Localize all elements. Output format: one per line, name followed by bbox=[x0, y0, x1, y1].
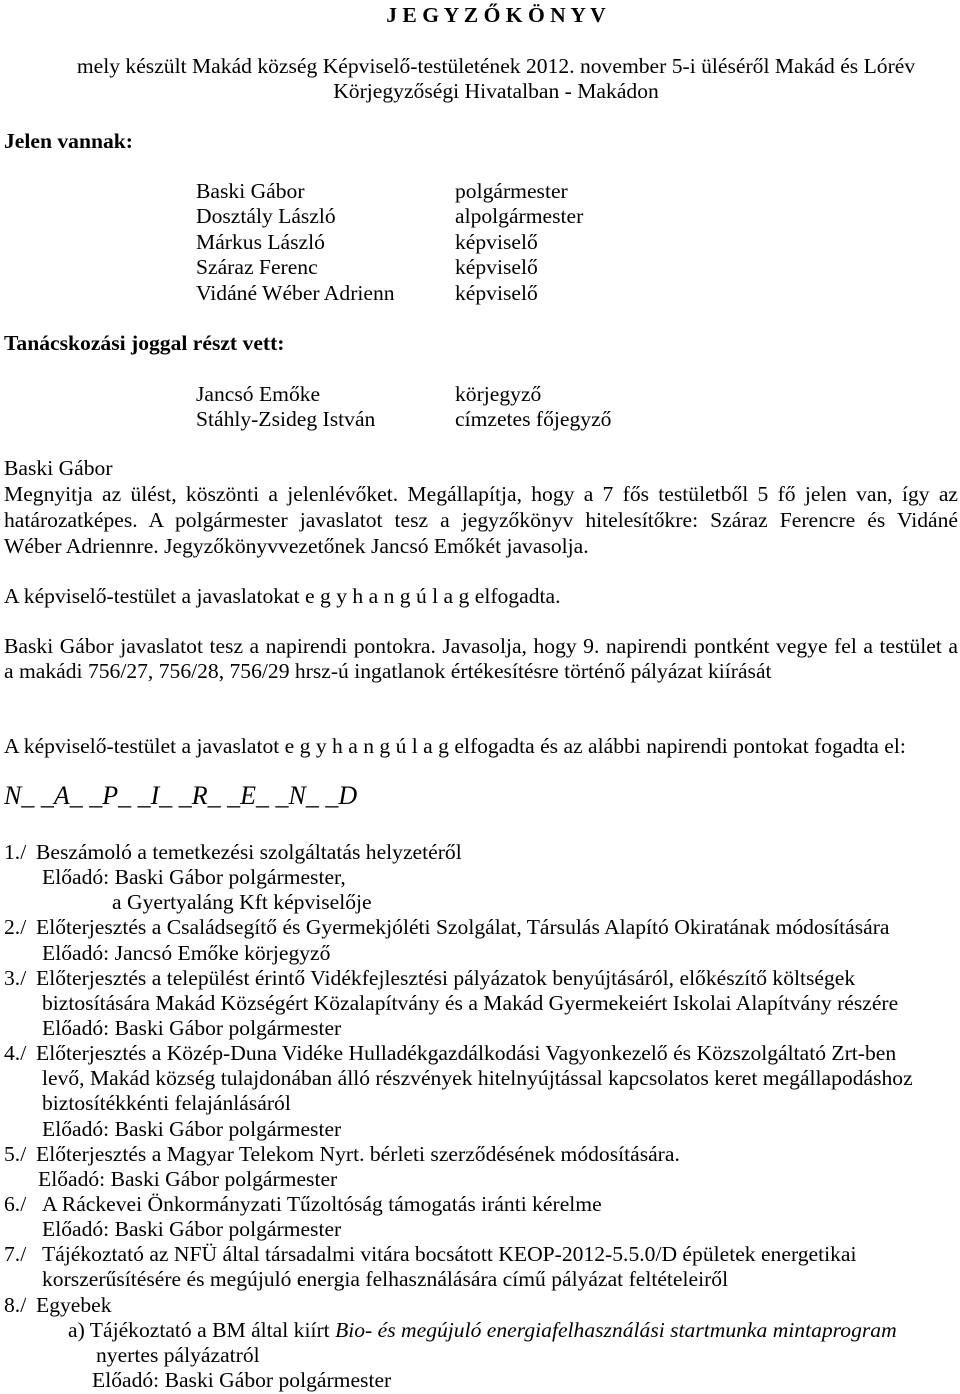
attendee-name: Dosztály László bbox=[196, 204, 336, 228]
agenda-item-continuation: biztosítására Makád Községért Közalapítvány és a Makád Gyermekeiért Iskolai Alapítvány részére bbox=[42, 990, 899, 1015]
agenda-item-text: Előterjesztés a Közép-Duna Vidéke Hulladékgazdálkodási Vagyonkezelő és Közszolgáltató Zrt-ben bbox=[36, 1041, 897, 1066]
agenda-item-text: Egyebek bbox=[36, 1292, 112, 1317]
agenda-subitem-label: a) bbox=[68, 1317, 85, 1342]
agenda-item-continuation: biztosítékkénti felajánlásáról bbox=[42, 1091, 291, 1116]
attendee-name: Száraz Ferenc bbox=[196, 255, 318, 279]
agenda-item-text: A Ráckevei Önkormányzati Tűzoltóság támogatás iránti kérelme bbox=[42, 1191, 602, 1216]
opening-paragraph bbox=[0, 481, 960, 559]
present-heading: Jelen vannak: bbox=[4, 128, 133, 153]
agenda-presenter: Előadó: Baski Gábor polgármester bbox=[42, 1116, 342, 1141]
paragraph-line: Megnyitja az ülést, köszönti a jelenlévőket. Megállapítja, hogy a 7 fős testületből 5 fő jelen van, így az bbox=[4, 482, 958, 506]
agenda-presenter: Előadó: Jancsó Emőke körjegyző bbox=[42, 940, 331, 965]
paragraph-line: Baski Gábor javaslatot tesz a napirendi pontokra. Javasolja, hogy 9. napirendi pontként vegye fel a testület a bbox=[4, 633, 958, 658]
decision-statement: A képviselő-testület a javaslatokat e g y h a n g ú l a g elfogadta. bbox=[4, 583, 561, 608]
agenda-item bbox=[0, 1041, 960, 1066]
paragraph-line: határozatképes. A polgármester javaslatot tesz a jegyzőkönyv hitelesítőkre: Száraz Ferencre és Vidáné bbox=[4, 508, 958, 532]
paragraph-line: a makádi 756/27, 756/28, 756/29 hrsz-ú ingatlanok értékesítésre történő pályázat kiírását bbox=[4, 658, 772, 683]
intro-block bbox=[32, 54, 960, 104]
adviser-role: körjegyző bbox=[455, 381, 542, 406]
attendee-row bbox=[0, 230, 960, 256]
agenda-item-text: Előterjesztés a Családsegítő és Gyermekjóléti Szolgálat, Társulás Alapító Okiratának módosítására bbox=[36, 915, 890, 940]
attendee-row bbox=[0, 179, 960, 205]
agenda-item-number: 5./ bbox=[4, 1141, 27, 1166]
agenda-item bbox=[0, 966, 960, 991]
adviser-role: címzetes főjegyző bbox=[455, 406, 612, 431]
attendee-role: polgármester bbox=[455, 178, 568, 203]
agenda-presenter: Előadó: Baski Gábor polgármester bbox=[38, 1166, 338, 1191]
agenda-proposal-paragraph bbox=[0, 634, 960, 684]
agenda-subitem-continuation: nyertes pályázatról bbox=[96, 1342, 260, 1367]
agenda-item-text: Tájékoztató az NFÜ által társadalmi vitára bocsátott KEOP-2012-5.5.0/D épületek energetikai bbox=[42, 1242, 857, 1267]
agenda-subitem-program-title: Bio- és megújuló energiafelhasználási startmunka mintaprogram bbox=[335, 1317, 897, 1342]
agenda-item-number: 4./ bbox=[4, 1041, 27, 1066]
adviser-name: Stáhly-Zsideg István bbox=[196, 406, 376, 431]
adviser-name: Jancsó Emőke bbox=[196, 381, 321, 406]
adviser-row bbox=[0, 407, 960, 432]
agenda-heading: N_ _A_ _P_ _I_ _R_ _E_ _N_ _D bbox=[4, 781, 358, 810]
agenda-item-text: Előterjesztés a települést érintő Vidékfejlesztési pályázatok benyújtásáról, előkészítő költségek bbox=[36, 965, 856, 990]
attendee-role: alpolgármester bbox=[455, 204, 584, 228]
agenda-item bbox=[0, 1192, 960, 1217]
adviser-list bbox=[0, 382, 960, 432]
advisory-heading: Tanácskozási joggal részt vett: bbox=[4, 330, 285, 355]
agenda-subitem bbox=[0, 1318, 960, 1343]
attendee-name: Márkus László bbox=[196, 229, 325, 254]
attendee-name: Vidáné Wéber Adrienn bbox=[196, 280, 395, 305]
agenda-item-number: 3./ bbox=[4, 965, 27, 990]
agenda-item bbox=[0, 1142, 960, 1167]
agenda-item-number: 2./ bbox=[4, 915, 27, 940]
agenda-subitem-text: Tájékoztató a BM által kiírt bbox=[89, 1317, 330, 1342]
agenda-presenter: a Gyertyaláng Kft képviselője bbox=[112, 890, 372, 915]
attendee-row bbox=[0, 255, 960, 281]
agenda-item-number: 7./ bbox=[4, 1242, 27, 1267]
agenda-item-continuation: korszerűsítésére és megújuló energia felhasználására című pályázat feltételeiről bbox=[42, 1267, 729, 1292]
attendee-row bbox=[0, 204, 960, 230]
agenda-item bbox=[0, 1242, 960, 1267]
agenda-list bbox=[0, 840, 960, 1393]
agenda-item-number: 8./ bbox=[4, 1292, 27, 1317]
agenda-item-number: 1./ bbox=[4, 840, 27, 864]
attendee-role: képviselő bbox=[455, 229, 538, 254]
attendee-name: Baski Gábor bbox=[196, 178, 305, 203]
intro-line: mely készült Makád község Képviselő-testületének 2012. november 5-i üléséről Makád és Lórév bbox=[76, 53, 916, 78]
attendee-role: képviselő bbox=[455, 255, 538, 279]
paragraph-line: Wéber Adriennre. Jegyzőkönyvvezetőnek Jancsó Emőkét javasolja. bbox=[4, 534, 589, 558]
agenda-presenter: Előadó: Baski Gábor polgármester bbox=[92, 1367, 392, 1392]
agenda-item-text: Előterjesztés a Magyar Telekom Nyrt. bérleti szerződésének módosítására. bbox=[36, 1141, 680, 1166]
opening-speaker: Baski Gábor bbox=[4, 455, 113, 480]
agenda-item bbox=[0, 840, 960, 865]
agenda-item-text: Beszámoló a temetkezési szolgáltatás helyzetéről bbox=[36, 840, 462, 864]
agenda-item bbox=[0, 1293, 960, 1318]
agenda-presenter: Előadó: Baski Gábor polgármester bbox=[42, 1217, 342, 1242]
document-title: J E G Y Z Ő K Ö N Y V bbox=[386, 3, 606, 27]
attendee-row bbox=[0, 281, 960, 307]
agenda-presenter: Előadó: Baski Gábor polgármester, bbox=[42, 865, 346, 890]
agenda-item bbox=[0, 915, 960, 940]
attendee-role: képviselő bbox=[455, 280, 538, 305]
agenda-item-continuation: levő, Makád község tulajdonában álló részvények hitelnyújtással kapcsolatos keret megállapodáshoz bbox=[42, 1066, 913, 1091]
attendee-list bbox=[0, 179, 960, 307]
adviser-row bbox=[0, 382, 960, 407]
decision-statement: A képviselő-testület a javaslatot e g y h a n g ú l a g elfogadta és az alábbi napirendi pontokat fogadta el: bbox=[4, 733, 906, 758]
agenda-item-number: 6./ bbox=[4, 1191, 27, 1216]
agenda-presenter: Előadó: Baski Gábor polgármester bbox=[42, 1015, 342, 1040]
intro-line: Körjegyzőségi Hivatalban - Makádon bbox=[333, 78, 659, 103]
